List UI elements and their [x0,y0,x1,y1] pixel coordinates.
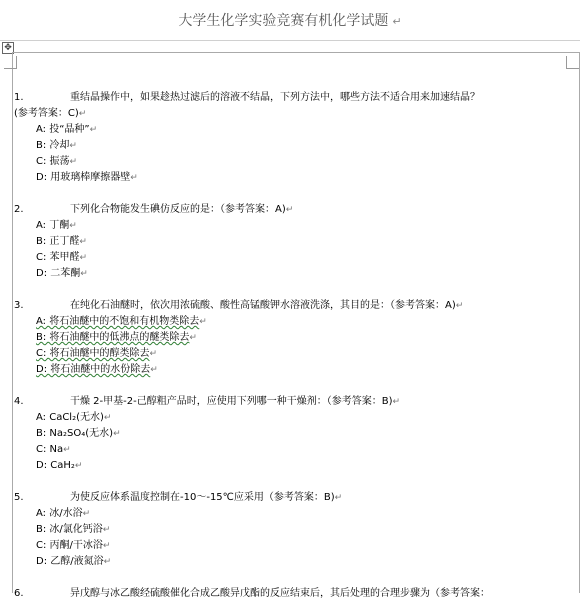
option-1c[interactable]: C: 振荡↵ [36,156,78,167]
question-2[interactable]: 2. 下列化合物能发生碘仿反应的是：（参考答案：A)↵ [14,204,294,215]
option-4c[interactable]: C: Na↵ [36,444,71,455]
option-2d[interactable]: D: 二苯酮↵ [36,268,88,279]
option-1a[interactable]: A: 投“晶种”↵ [36,124,98,135]
option-3d[interactable]: D: 将石油醚中的水份除去↵ [36,364,158,375]
option-3a[interactable]: A: 将石油醚中的不饱和有机物类除去↵ [36,316,207,327]
question-1-answer: (参考答案：C)↵ [14,108,87,119]
option-4b[interactable]: B: Na₂SO₄(无水)↵ [36,428,121,439]
option-2b[interactable]: B: 正丁醛↵ [36,236,87,247]
crop-mark-right [566,56,579,69]
option-2c[interactable]: C: 苯甲醛↵ [36,252,88,263]
option-5b[interactable]: B: 冰/氯化钙浴↵ [36,524,111,535]
option-1b[interactable]: B: 冷却↵ [36,140,77,151]
option-3b[interactable]: B: 将石油醚中的低沸点的醚类除去↵ [36,332,197,343]
option-5a[interactable]: A: 冰/水浴↵ [36,508,91,519]
document-title: 大学生化学实验竞赛有机化学试题 ↵ [178,13,402,29]
option-1d[interactable]: D: 用玻璃棒摩擦器壁↵ [36,172,138,183]
option-4d[interactable]: D: CaH₂↵ [36,460,83,471]
question-5[interactable]: 5. 为使反应体系温度控制在-10～-15℃应采用（参考答案：B)↵ [14,492,343,503]
question-4[interactable]: 4. 干燥 2-甲基-2-己醇粗产品时，应使用下列哪一种干燥剂：（参考答案：B)↵ [14,396,401,407]
option-4a[interactable]: A: CaCl₂(无水)↵ [36,412,112,423]
question-6[interactable]: 6. 异戊醇与冰乙酸经硫酸催化合成乙酸异戊酯的反应结束后，其后处理的合理步骤为（参考答案： [14,588,490,599]
crop-mark-left [4,56,17,69]
option-5d[interactable]: D: 乙醇/液氮浴↵ [36,556,112,567]
paragraph-mark: ↵ [392,15,402,28]
option-2a[interactable]: A: 丁酮↵ [36,220,77,231]
option-5c[interactable]: C: 丙酮/干冰浴↵ [36,540,111,551]
question-list [14,74,574,602]
table-move-handle-icon[interactable]: ✥ [2,42,14,54]
question-1[interactable]: 1. 重结晶操作中，如果趁热过滤后的溶液不结晶，下列方法中，哪些方法不适合用来加速结晶？ [14,92,480,103]
option-3c[interactable]: C: 将石油醚中的醇类除去↵ [36,348,158,359]
header-divider [0,40,580,41]
question-3[interactable]: 3. 在纯化石油醚时，依次用浓硫酸、酸性高锰酸钾水溶液洗涤，其目的是：（参考答案：A)↵ [14,300,464,311]
